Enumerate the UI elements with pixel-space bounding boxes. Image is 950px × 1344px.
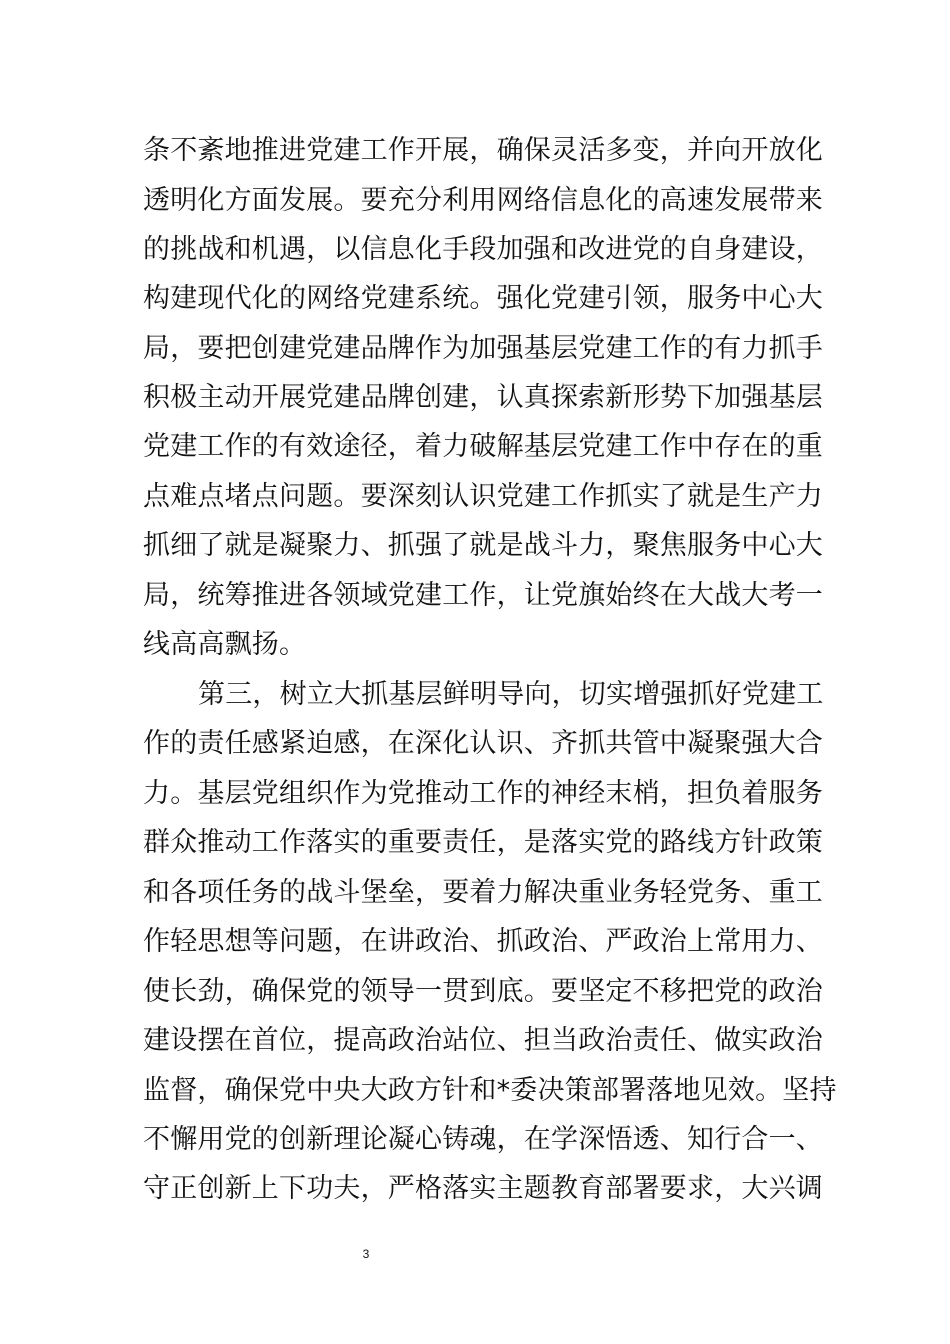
text-line-22: 守正创新上下功夫，严格落实主题教育部署要求，大兴调 <box>143 1173 823 1204</box>
text-line-10: 局，统筹推进各领域党建工作，让党旗始终在大战大考一 <box>143 580 823 611</box>
text-line-2: 透明化方面发展。要充分利用网络信息化的高速发展带来 <box>143 185 823 216</box>
text-line-7: 党建工作的有效途径，着力破解基层党建工作中存在的重 <box>143 431 823 462</box>
text-line-3: 的挑战和机遇，以信息化手段加强和改进党的自身建设， <box>143 234 823 265</box>
text-line-8: 点难点堵点问题。要深刻认识党建工作抓实了就是生产力 <box>143 481 823 512</box>
text-line-14: 力。基层党组织作为党推动工作的神经末梢，担负着服务 <box>143 778 823 809</box>
text-line-13: 作的责任感紧迫感，在深化认识、齐抓共管中凝聚强大合 <box>143 728 823 759</box>
text-line-5: 局，要把创建党建品牌作为加强基层党建工作的有力抓手 <box>143 333 823 364</box>
text-line-16: 和各项任务的战斗堡垒，要着力解决重业务轻党务、重工 <box>143 877 823 908</box>
text-line-9: 抓细了就是凝聚力、抓强了就是战斗力，聚焦服务中心大 <box>143 530 823 561</box>
text-line-6: 积极主动开展党建品牌创建，认真探索新形势下加强基层 <box>143 382 823 413</box>
page-number: 3 <box>362 1247 370 1261</box>
text-line-19: 建设摆在首位，提高政治站位、担当政治责任、做实政治 <box>143 1025 823 1056</box>
paragraph-indent-line: 第三，树立大抓基层鲜明导向，切实增强抓好党建工 <box>198 679 824 710</box>
text-line-1: 条不紊地推进党建工作开展，确保灵活多变，并向开放化 <box>143 135 823 166</box>
text-line-15: 群众推动工作落实的重要责任，是落实党的路线方针政策 <box>143 827 823 858</box>
text-line-4: 构建现代化的网络党建系统。强化党建引领，服务中心大 <box>143 283 823 314</box>
text-line-20: 监督，确保党中央大政方针和*委决策部署落地见效。坚持 <box>143 1075 837 1106</box>
text-line-18: 使长劲，确保党的领导一贯到底。要坚定不移把党的政治 <box>143 976 823 1007</box>
text-line-17: 作轻思想等问题，在讲政治、抓政治、严政治上常用力、 <box>143 926 823 957</box>
text-line-21: 不懈用党的创新理论凝心铸魂，在学深悟透、知行合一、 <box>143 1124 823 1155</box>
text-line-11: 线高高飘扬。 <box>143 629 307 660</box>
